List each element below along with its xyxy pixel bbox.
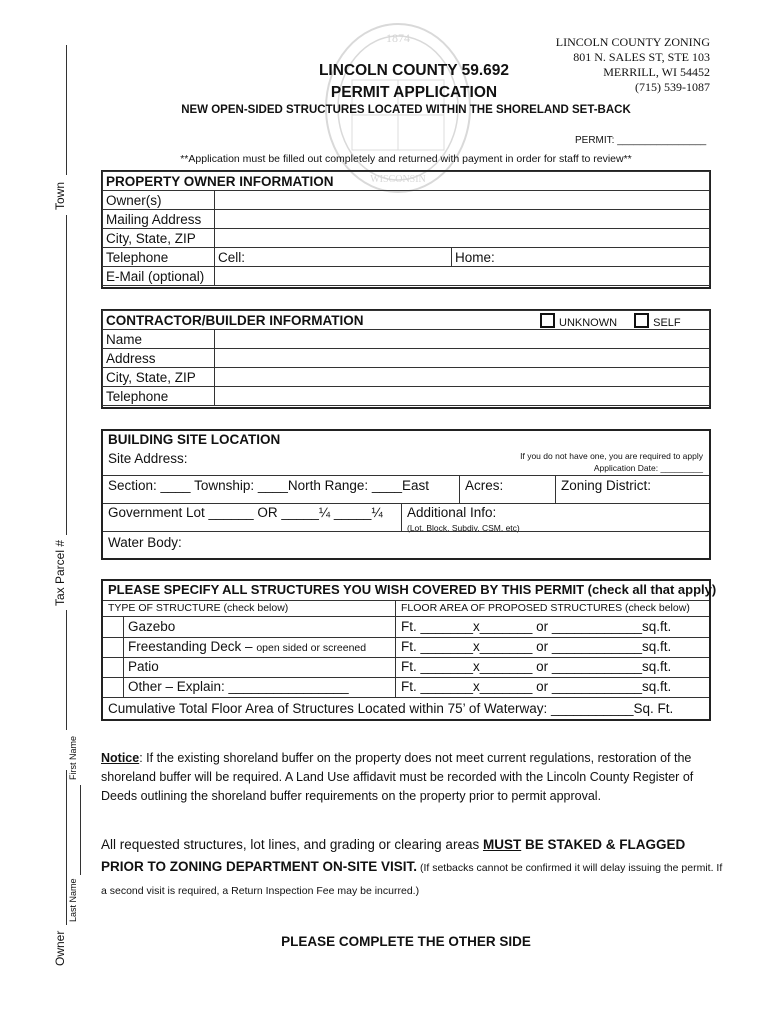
self-checkbox[interactable] xyxy=(634,313,649,328)
svg-text:WISCONSIN: WISCONSIN xyxy=(370,174,426,185)
owners-label: Owner(s) xyxy=(103,191,215,210)
contractor-telephone-field[interactable] xyxy=(215,387,710,406)
svg-text:1874: 1874 xyxy=(386,31,410,45)
gazebo-label: Gazebo xyxy=(128,619,176,634)
mailing-label: Mailing Address xyxy=(103,210,215,229)
notice-label: Notice xyxy=(101,751,140,765)
unknown-label: UNKNOWN xyxy=(559,317,618,329)
patio-area-field[interactable]: Ft. _______x_______ or ____________sq.ft. xyxy=(401,659,672,674)
telephone-label: Telephone xyxy=(103,248,215,267)
mailing-field[interactable] xyxy=(215,210,710,229)
zoning-district-field[interactable]: Zoning District: xyxy=(561,478,652,493)
staking-note: (If setbacks cannot be confirmed it will delay issuing the permit. If a second visit is required, a Return Inspection Fee may be incurred.) xyxy=(101,862,723,897)
first-name-label: First Name xyxy=(68,735,78,780)
contractor-heading: CONTRACTOR/BUILDER INFORMATION xyxy=(106,312,364,328)
owner-label: Owner xyxy=(53,930,67,966)
owners-field[interactable] xyxy=(215,191,710,210)
self-label: SELF xyxy=(653,317,681,329)
patio-label: Patio xyxy=(128,659,159,674)
email-field[interactable] xyxy=(215,267,710,286)
application-date-field[interactable]: Application Date: _________ xyxy=(593,463,703,473)
additional-info-note: (Lot, Block, Subdiv, CSM, etc) xyxy=(407,523,520,533)
deck-note: open sided or screened xyxy=(256,642,367,654)
deck-label: Freestanding Deck – xyxy=(128,639,253,654)
email-label: E-Mail (optional) xyxy=(103,267,215,286)
additional-info-field[interactable]: Additional Info: xyxy=(407,505,497,520)
contractor-name-label: Name xyxy=(103,330,215,349)
type-column-header: TYPE OF STRUCTURE (check below) xyxy=(108,602,289,614)
deck-checkbox[interactable] xyxy=(106,640,120,654)
acres-field[interactable]: Acres: xyxy=(465,478,504,493)
section-township-range-field[interactable]: Section: ____ Township: ____North Range: ____East xyxy=(108,478,429,493)
owner-info-heading: PROPERTY OWNER INFORMATION xyxy=(103,172,710,191)
deck-area-field[interactable]: Ft. _______x_______ or ____________sq.ft. xyxy=(401,639,672,654)
site-address-note: If you do not have one, you are required to apply xyxy=(520,451,703,461)
staking-text-2: BE STAKED & FLAGGED PRIOR TO ZONING DEPARTMENT ON-SITE VISIT. xyxy=(101,837,686,874)
notice-text: : If the existing shoreland buffer on the property does not meet current regulations, restoration of the shoreland buffer will be required. A Land Use affidavit must be recorded with the Lincoln County Register of Deeds outlining the shoreland buffer requirements on the property prior to permit approval. xyxy=(101,751,694,803)
staking-must: MUST xyxy=(482,837,522,852)
other-label[interactable]: Other – Explain: ________________ xyxy=(128,679,349,694)
city-field[interactable] xyxy=(215,229,710,248)
last-name-label: Last Name xyxy=(68,878,78,922)
gazebo-area-field[interactable]: Ft. _______x_______ or ____________sq.ft. xyxy=(401,619,672,634)
unknown-checkbox[interactable] xyxy=(540,313,555,328)
home-field[interactable]: Home: xyxy=(452,248,710,267)
staking-text-1: All requested structures, lot lines, and grading or clearing areas xyxy=(101,837,483,852)
office-phone: (715) 539-1087 xyxy=(635,80,710,94)
city-label: City, State, ZIP xyxy=(103,229,215,248)
form-title: LINCOLN COUNTY 59.692 xyxy=(318,62,510,79)
patio-checkbox[interactable] xyxy=(106,660,120,674)
contractor-city-field[interactable] xyxy=(215,368,710,387)
structures-heading: PLEASE SPECIFY ALL STRUCTURES YOU WISH COVERED BY THIS PERMIT (check all that apply) xyxy=(108,582,717,597)
instruction-text: **Application must be filled out completely and returned with payment in order for staff to review** xyxy=(180,153,632,165)
water-body-field[interactable]: Water Body: xyxy=(108,535,182,550)
cumulative-total-field[interactable]: Cumulative Total Floor Area of Structures Located within 75’ of Waterway: ___________Sq. Ft. xyxy=(108,701,674,716)
contractor-name-field[interactable] xyxy=(215,330,710,349)
site-heading: BUILDING SITE LOCATION xyxy=(108,432,281,447)
office-street: 801 N. SALES ST, STE 103 xyxy=(573,50,710,64)
contractor-telephone-label: Telephone xyxy=(103,387,215,406)
other-checkbox[interactable] xyxy=(106,680,120,694)
form-subtitle-permit: PERMIT APPLICATION xyxy=(330,84,498,101)
contractor-address-field[interactable] xyxy=(215,349,710,368)
other-area-field[interactable]: Ft. _______x_______ or ____________sq.ft. xyxy=(401,679,672,694)
gazebo-checkbox[interactable] xyxy=(106,620,120,634)
contractor-address-label: Address xyxy=(103,349,215,368)
notice-paragraph xyxy=(101,749,729,806)
office-city: MERRILL, WI 54452 xyxy=(603,65,710,79)
office-name: LINCOLN COUNTY ZONING xyxy=(555,35,710,49)
contractor-city-label: City, State, ZIP xyxy=(103,368,215,387)
site-address-field[interactable]: Site Address: xyxy=(108,451,188,466)
tax-parcel-label: Tax Parcel # xyxy=(53,539,67,606)
town-label: Town xyxy=(53,181,67,210)
cell-field[interactable]: Cell: xyxy=(215,248,452,267)
government-lot-field[interactable]: Government Lot ______ OR _____¼ _____¼ xyxy=(108,505,383,520)
footer-instruction: PLEASE COMPLETE THE OTHER SIDE xyxy=(281,934,531,949)
area-column-header: FLOOR AREA OF PROPOSED STRUCTURES (check below) xyxy=(401,602,690,614)
form-description: NEW OPEN-SIDED STRUCTURES LOCATED WITHIN THE SHORELAND SET-BACK xyxy=(181,104,631,116)
permit-number-field[interactable]: PERMIT: ________________ xyxy=(575,135,707,146)
staking-paragraph xyxy=(101,834,729,902)
